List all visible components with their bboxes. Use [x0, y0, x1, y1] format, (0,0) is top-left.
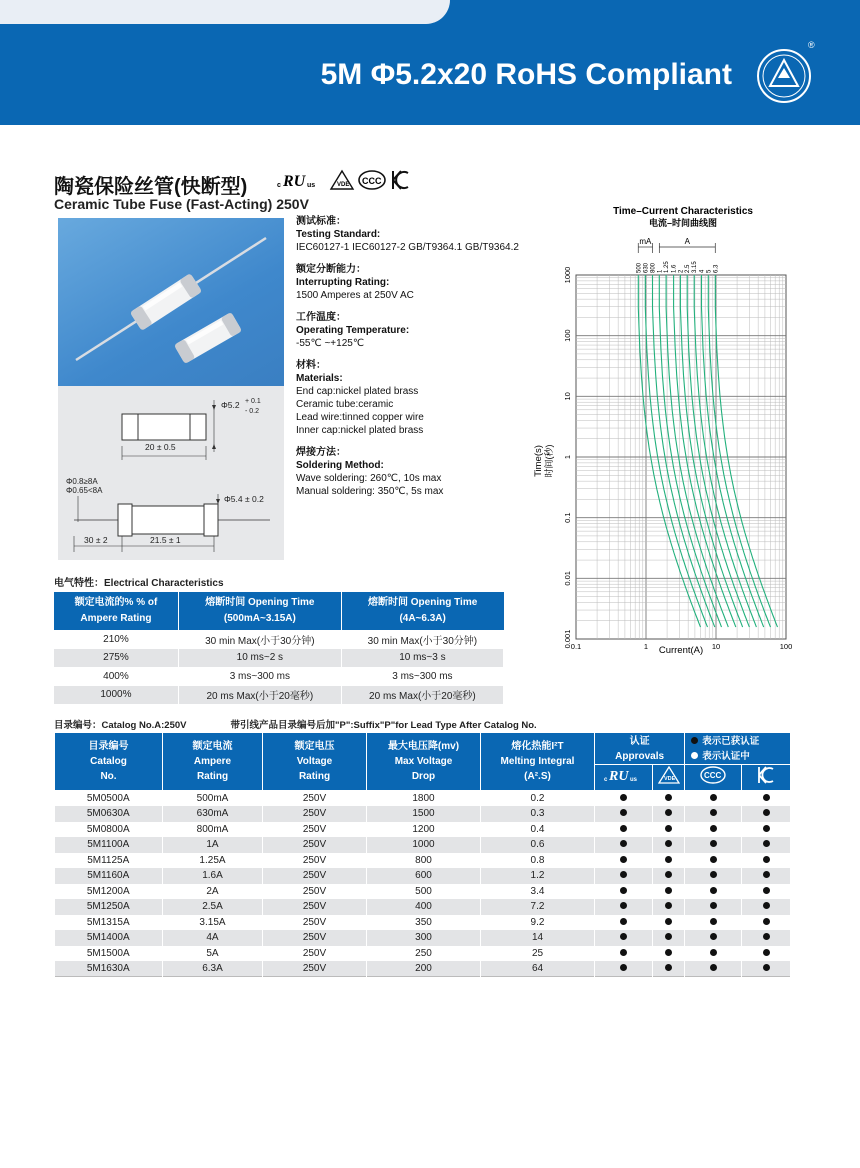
temp-value: -55℃ ~+125℃	[296, 338, 365, 349]
approved-dot-icon	[691, 737, 698, 744]
chart-ylabel-cn: 时间(秒)	[544, 444, 554, 478]
catalog-note-1: 目录编号：Catalog No.A:250V	[54, 720, 187, 731]
approved-dot-icon	[710, 871, 717, 878]
electrical-table	[54, 592, 504, 704]
chart-y-tick: 10	[563, 392, 572, 401]
materials-en: Materials:	[296, 373, 343, 384]
chart-x-tick: 10	[711, 642, 721, 651]
specifications	[296, 215, 519, 507]
interrupt-en: Interrupting Rating:	[296, 277, 390, 288]
soldering-cn: 焊接方法：	[296, 447, 346, 458]
dim-tol-minus: - 0.2	[245, 408, 260, 415]
approved-dot-icon	[710, 825, 717, 832]
chart-series-label: 1.25	[664, 261, 671, 273]
approved-dot-icon	[763, 794, 770, 801]
chart-series-label: 2	[678, 269, 685, 273]
approved-dot-icon	[665, 809, 672, 816]
table-row: 210% 30 min Max(小于30分钟) 30 min Max(小于30分钟)	[54, 630, 504, 649]
chart-series-label: 500	[636, 262, 643, 273]
cul-us-icon	[595, 765, 653, 791]
approved-dot-icon	[620, 887, 627, 894]
approved-dot-icon	[620, 825, 627, 832]
svg-text:CCC: CCC	[704, 771, 722, 780]
approved-dot-icon	[763, 964, 770, 971]
chart-x-tick: 0.1	[570, 642, 582, 651]
dim-len-body: 20 ± 0.5	[145, 442, 176, 452]
chart-y-tick: 1000	[563, 266, 572, 284]
chart-group-label: mA	[639, 237, 652, 246]
approval-legend: 表示已获认证 表示认证中	[685, 733, 791, 765]
ec-header-0: 额定电流的% % of Ampere Rating	[54, 592, 178, 630]
chart-y-tick: 0.001	[563, 629, 572, 649]
approved-dot-icon	[763, 856, 770, 863]
approved-dot-icon	[620, 902, 627, 909]
table-row: 1000% 20 ms Max(小于20毫秒) 20 ms Max(小于20毫秒)	[54, 686, 504, 705]
approved-dot-icon	[665, 794, 672, 801]
approved-dot-icon	[763, 887, 770, 894]
chart-ylabel: Time(s)	[533, 445, 544, 477]
svg-text:us: us	[307, 182, 316, 189]
table-row: 5M1315A 3.15A 250V 350 9.2	[55, 915, 791, 931]
approved-dot-icon	[665, 825, 672, 832]
fuse-triangle-logo-icon	[756, 48, 812, 104]
dim-dia-body: Φ5.2	[221, 400, 240, 410]
soldering-en: Soldering Method:	[296, 460, 384, 471]
chart-y-tick: 0.01	[563, 571, 572, 586]
table-row: 5M1630A 6.3A 250V 200 64	[55, 961, 791, 977]
materials-cn: 材料：	[296, 360, 326, 371]
temp-cn: 工作温度：	[296, 312, 346, 323]
dim-lead-2: Φ0.65<8A	[66, 486, 103, 495]
chart-series-label: 6.3	[713, 264, 720, 273]
approved-dot-icon	[665, 933, 672, 940]
dim-lead-body: 21.5 ± 1	[150, 535, 181, 545]
approved-dot-icon	[763, 933, 770, 940]
chart-y-tick: 0.1	[563, 512, 572, 523]
catalog-table	[54, 732, 791, 977]
catalog-note	[54, 717, 814, 731]
material-4: Inner cap:nickel plated brass	[296, 425, 424, 436]
approved-dot-icon	[620, 856, 627, 863]
svg-text:VDE: VDE	[337, 182, 350, 188]
approved-dot-icon	[710, 809, 717, 816]
svg-text:c: c	[277, 182, 281, 189]
approved-dot-icon	[665, 918, 672, 925]
approved-dot-icon	[710, 840, 717, 847]
table-row: 5M1125A 1.25A 250V 800 0.8	[55, 853, 791, 869]
svg-text:RU: RU	[609, 769, 629, 784]
chart-y-tick: 1	[563, 454, 572, 460]
kc-icon	[393, 171, 408, 189]
table-row: 5M0800A 800mA 250V 1200 0.4	[55, 822, 791, 838]
header-banner	[0, 0, 860, 125]
chart-y-tick: 100	[563, 329, 572, 342]
chart-series-label: 1	[657, 269, 664, 273]
table-row: 5M1200A 2A 250V 500 3.4	[55, 884, 791, 900]
dim-lead-1: Φ0.8≥8A	[66, 477, 98, 486]
approved-dot-icon	[710, 933, 717, 940]
ec-header-2: 熔断时间 Opening Time (4A~6.3A)	[341, 592, 503, 630]
vde-icon	[652, 765, 684, 791]
cat-header-4: 熔化热能I²T Melting Integral (A².S)	[481, 733, 595, 791]
approved-dot-icon	[710, 902, 717, 909]
cat-header-1: 额定电流 Ampere Rating	[163, 733, 263, 791]
table-row: 5M1500A 5A 250V 250 25	[55, 946, 791, 962]
dim-tol-plus: + 0.1	[245, 398, 261, 405]
cat-header-3: 最大电压降(mv) Max Voltage Drop	[367, 733, 481, 791]
approved-dot-icon	[665, 949, 672, 956]
cat-header-2: 额定电压 Voltage Rating	[263, 733, 367, 791]
pending-dot-icon	[691, 752, 698, 759]
approved-dot-icon	[665, 856, 672, 863]
approved-dot-icon	[710, 856, 717, 863]
cul-us-icon	[277, 173, 315, 190]
table-row: 5M1100A 1A 250V 1000 0.6	[55, 837, 791, 853]
chart-x-tick: 100	[779, 642, 793, 651]
chart-series-label: 2.5	[685, 264, 692, 273]
chart-series-label: 630	[643, 262, 650, 273]
testing-cn: 测试标准：	[296, 216, 346, 227]
svg-text:us: us	[630, 777, 638, 783]
chart-subtitle: 电流–时间曲线图	[648, 218, 718, 228]
banner-tab	[0, 0, 450, 24]
table-row: 5M1160A 1.6A 250V 600 1.2	[55, 868, 791, 884]
chart-series-label: 800	[650, 262, 657, 273]
material-1: End cap:nickel plated brass	[296, 386, 419, 397]
table-row: 400% 3 ms~300 ms 3 ms~300 ms	[54, 667, 504, 686]
approved-dot-icon	[620, 794, 627, 801]
interrupt-value: 1500 Amperes at 250V AC	[296, 290, 414, 301]
approved-dot-icon	[710, 918, 717, 925]
dim-dia-cap: Φ5.4 ± 0.2	[224, 494, 264, 504]
approved-dot-icon	[665, 871, 672, 878]
chart-series-label: 1.6	[671, 264, 678, 273]
approved-dot-icon	[763, 809, 770, 816]
product-title-cn: 陶瓷保险丝管(快断型)	[54, 176, 248, 198]
chart-series-label: 4	[699, 269, 706, 273]
svg-text:RU: RU	[283, 173, 306, 190]
approved-dot-icon	[665, 887, 672, 894]
chart-series-label: 3.15	[692, 261, 699, 273]
approved-dot-icon	[665, 840, 672, 847]
soldering-1: Wave soldering: 260℃, 10s max	[296, 473, 442, 484]
approved-dot-icon	[763, 918, 770, 925]
approved-dot-icon	[620, 840, 627, 847]
table-row: 275% 10 ms~2 s 10 ms~3 s	[54, 649, 504, 668]
table-row: 5M1400A 4A 250V 300 14	[55, 930, 791, 946]
soldering-2: Manual soldering: 350℃, 5s max	[296, 486, 444, 497]
approved-dot-icon	[710, 949, 717, 956]
page-title: 5M Φ5.2x20 RoHS Compliant	[320, 58, 732, 91]
ccc-icon	[359, 171, 385, 189]
catalog-note-2: 带引线产品目录编号后加"P":Suffix"P"for Lead Type After Catalog No.	[230, 720, 537, 731]
approved-dot-icon	[763, 949, 770, 956]
vde-icon	[331, 171, 353, 189]
approved-dot-icon	[665, 902, 672, 909]
ccc-icon	[685, 765, 742, 791]
approved-dot-icon	[763, 840, 770, 847]
electrical-label: 电气特性：Electrical Characteristics	[54, 578, 224, 589]
dim-lead-len: 30 ± 2	[84, 535, 108, 545]
approved-dot-icon	[620, 949, 627, 956]
approved-dot-icon	[620, 871, 627, 878]
kc-icon	[742, 765, 791, 791]
testing-en: Testing Standard:	[296, 229, 381, 240]
svg-text:c: c	[604, 777, 608, 783]
table-row: 5M0500A 500mA 250V 1800 0.2	[55, 791, 791, 807]
time-current-chart	[528, 203, 828, 658]
approved-dot-icon	[620, 809, 627, 816]
interrupt-cn: 额定分断能力：	[296, 264, 366, 275]
chart-series-label: 5	[706, 269, 713, 273]
product-photo	[58, 218, 284, 386]
approved-dot-icon	[763, 902, 770, 909]
temp-en: Operating Temperature:	[296, 325, 410, 336]
approved-dot-icon	[665, 964, 672, 971]
approved-dot-icon	[763, 825, 770, 832]
approved-dot-icon	[620, 918, 627, 925]
chart-xlabel: Current(A)	[658, 645, 704, 656]
product-title-en: Ceramic Tube Fuse (Fast-Acting) 250V	[54, 196, 309, 212]
ec-header-1: 熔断时间 Opening Time (500mA~3.15A)	[178, 592, 341, 630]
svg-text:VDE: VDE	[663, 776, 675, 782]
svg-text:CCC: CCC	[362, 176, 382, 186]
chart-x-tick: 1	[643, 642, 649, 651]
registered-mark: ®	[808, 40, 815, 50]
approved-dot-icon	[763, 871, 770, 878]
approved-dot-icon	[620, 964, 627, 971]
approved-dot-icon	[620, 933, 627, 940]
cat-header-0: 目录编号 Catalog No.	[55, 733, 163, 791]
approved-dot-icon	[710, 887, 717, 894]
dimension-drawing	[58, 386, 284, 560]
certification-logos	[275, 168, 425, 192]
chart-title: Time–Current Characteristics	[613, 206, 753, 217]
chart-group-label: A	[684, 237, 690, 246]
approved-dot-icon	[710, 794, 717, 801]
table-row: 5M0630A 630mA 250V 1500 0.3	[55, 806, 791, 822]
approvals-header: 认证 Approvals	[595, 733, 685, 765]
material-3: Lead wire:tinned copper wire	[296, 412, 424, 423]
testing-value: IEC60127-1 IEC60127-2 GB/T9364.1 GB/T9364.2	[296, 242, 519, 253]
approved-dot-icon	[710, 964, 717, 971]
table-row: 5M1250A 2.5A 250V 400 7.2	[55, 899, 791, 915]
material-2: Ceramic tube:ceramic	[296, 399, 394, 410]
